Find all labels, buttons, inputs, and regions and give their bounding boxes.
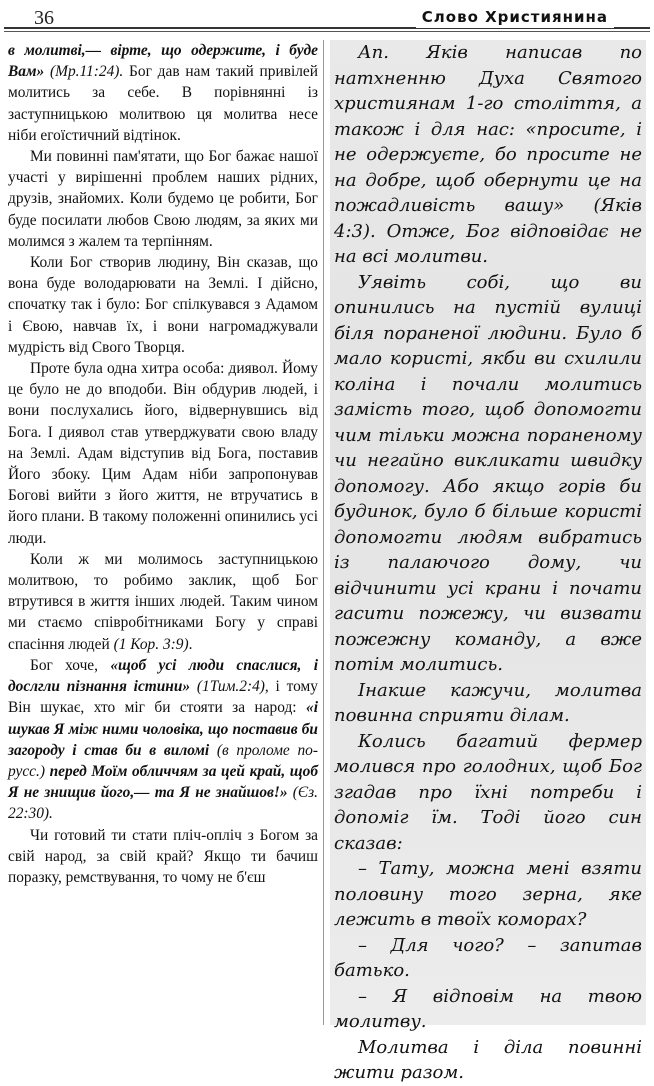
text: . — [188, 635, 193, 653]
scripture-quote: перед Моїм обличчям за цей край, щоб Я не знищив його,— та Я не знайшов!» — [8, 762, 318, 802]
translation-note: (в проломе по-русс.) — [8, 741, 318, 780]
scripture-quote: «щоб усі люди спаслися, і дослгли пізнання істини» — [8, 656, 318, 696]
page-number: 36 — [34, 7, 54, 29]
scripture-ref: (Єз. 22:30). — [8, 784, 318, 823]
paragraph: Ап. Яків написав по натхненню Духа Святого християнам 1-го століття, а також і для нас: «просите, і не одержуєте, бо просите не на добре, щоб обернути це на пожадливість вашу» (Яків 4:3). Отже, Бог відповідає не на всі молитви. — [334, 42, 642, 267]
dialogue-line: – Тату, можна мені взяти половину того зерна, яке лежить в твоїх коморах? — [334, 858, 642, 930]
text: Бог дав нам такий привілей молитись за себе. В порівнянні із заступницькою молитвою ця молитва несе ніби егоїстичний відтінок. — [8, 63, 318, 144]
scripture-ref: (Мр.11:24). — [44, 63, 124, 81]
right-column — [330, 40, 646, 1083]
paragraph: Ми повинні пам'ятати, що Бог бажає нашої участі у вирішенні проблем наших рідних, друзів, знайомих. Коли будемо це робити, Бог буде посилати любов Свою людям, за яких ми молимся з жалем та терпінням. — [8, 148, 318, 250]
scripture-ref: (1Тим.2:4) — [190, 678, 265, 696]
header-rule-thin — [4, 31, 650, 32]
left-column — [8, 40, 318, 888]
column-divider — [323, 40, 324, 1025]
text: Бог хоче, — [30, 656, 111, 674]
scripture-quote: «і шукав Я між ними чоловіка, що поставив би загороду і став би в виломі — [8, 699, 318, 759]
paragraph — [8, 40, 318, 146]
paragraph: Уявіть собі, що ви опинились на пустій вулиці біля пораненої людини. Було б мало користі, якби ви схилили коліна і почали молитись замість того, щоб допомогти чим тільки можна пораненому чи негайно викликати швидку допомогу. Або якщо горів би будинок, було б більше користі допомогти людям вибратись із палаючого дому, чи відчинити усі крани і почати гасити пожежу, чи визвати пожежну команду, а вже потім молитись. — [334, 271, 642, 675]
paragraph: Проте була одна хитра особа: диявол. Йому це було не до вподоби. Він обдурив людей, і вони послухались його, відвернувшись від Бога. І диявол став утверджувати свою владу на Землі. Адам відступив від Бога, поставив Його збоку. Цим Адам ніби запропонував Богові вийти з його життя, не втручатись в його плани. В такому положенні опинились усі люди. — [8, 360, 318, 547]
paragraph: Інакше кажучи, молитва повинна сприяти ділам. — [334, 679, 642, 726]
text: , і тому Він шукає, хто міг би стояти за народ: — [8, 678, 318, 717]
paragraph: Молитва і діла повинні жити разом. — [334, 1036, 642, 1083]
scripture-quote: в молитві,— вірте, що одержите, і буде Вам» — [8, 42, 318, 81]
paragraph — [8, 549, 318, 655]
text: Коли ж ми молимось заступницькою молитвою, то робимо заклик, щоб Бог втрутився в життя інших людей. Таким чином ми стаємо співробітниками Богу у справі спасіння людей — [8, 550, 318, 653]
journal-title: Слово Християнина — [416, 6, 614, 28]
page-header — [4, 6, 650, 36]
dialogue-line: – Я відповім на твою молитву. — [334, 985, 642, 1032]
paragraph — [8, 655, 318, 825]
paragraph: Колись багатий фермер молився про голодних, щоб Бог згадав про їхні потреби і допоміг їм. Тоді його син сказав: — [334, 730, 642, 854]
dialogue-line: – Для чого? – запитав батько. — [334, 934, 642, 981]
scripture-ref: (1 Кор. 3:9) — [113, 635, 189, 653]
paragraph: Чи готовий ти стати пліч-опліч з Богом за свій народ, за свій край? Якщо ти бачиш поразку, ремствування, то чому не б'єш — [8, 826, 318, 886]
paragraph: Коли Бог створив людину, Він сказав, що вона буде володарювати на Землі. І дійсно, спочатку так і було: Бог спілкувався з Адамом і Євою, навчав їх, і вони нагромаджували мудрість від Свого Творця. — [8, 254, 318, 356]
